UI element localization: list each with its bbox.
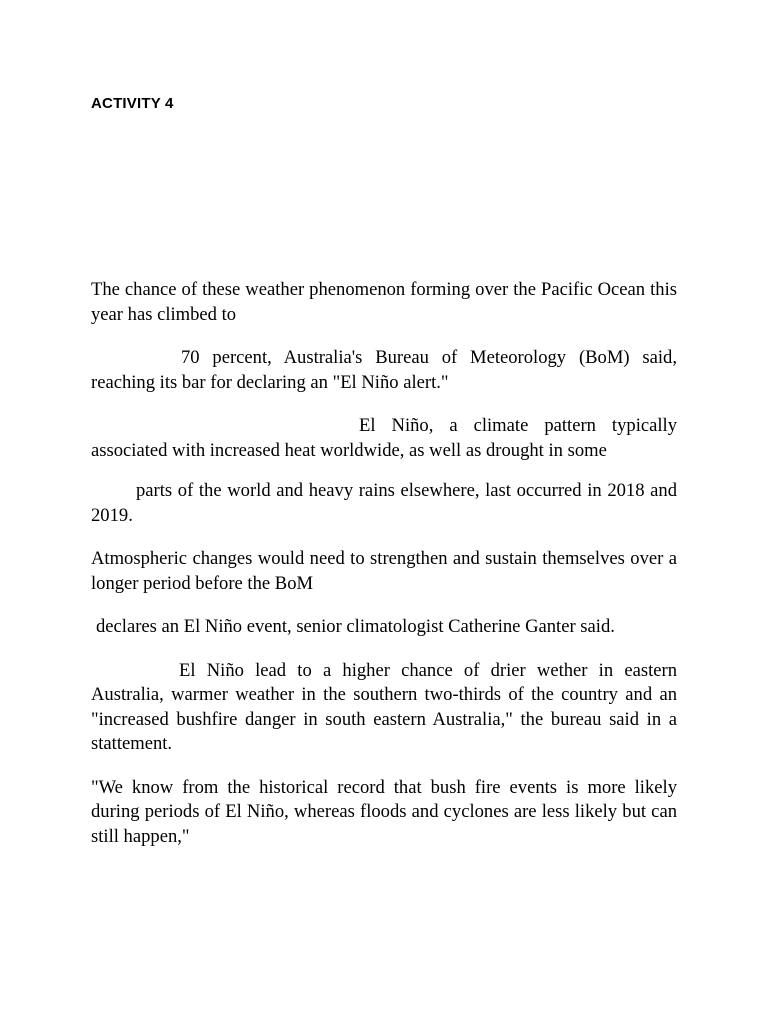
paragraph-2: 70 percent, Australia's Bureau of Meteorology (BoM) said, reaching its bar for declaring an "El Niño alert." <box>91 347 677 393</box>
paragraph-8: "We know from the historical record that bush fire events is more likely during periods of El Niño, whereas floods and cyclones are less likely but can still happen," <box>91 776 677 847</box>
paragraph-5: Atmospheric changes would need to strengthen and sustain themselves over a longer period before the BoM <box>91 548 677 594</box>
paragraph-7: El Niño lead to a higher chance of drier wether in eastern Australia, warmer weather in the southern two-thirds of the country and an "increased bushfire danger in south eastern Australia," the bureau said in a stattement. <box>91 659 677 754</box>
document-body <box>91 278 677 868</box>
paragraph-3: El Niño, a climate pattern typically associated with increased heat worldwide, as well as drought in some <box>91 415 677 461</box>
paragraph-1: The chance of these weather phenomenon forming over the Pacific Ocean this year has climbed to <box>91 279 677 325</box>
paragraph-6: declares an El Niño event, senior climatologist Catherine Ganter said. <box>96 616 615 637</box>
activity-heading: ACTIVITY 4 <box>91 95 174 112</box>
paragraph-4: parts of the world and heavy rains elsewhere, last occurred in 2018 and 2019. <box>91 480 677 526</box>
